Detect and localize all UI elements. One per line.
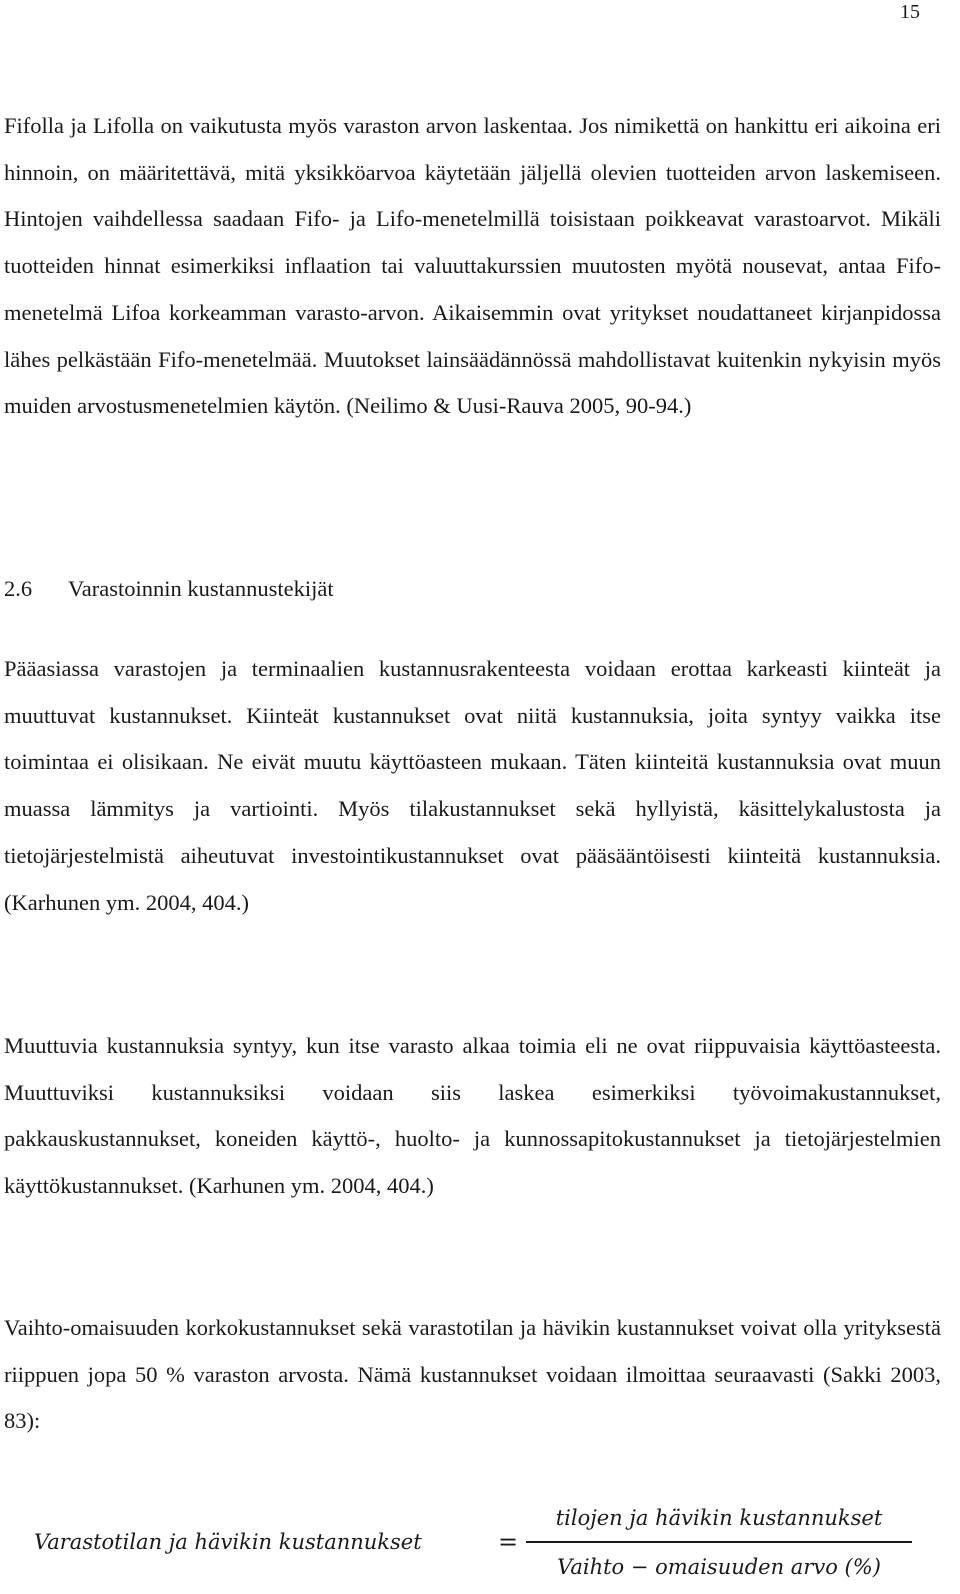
section-heading bbox=[4, 566, 334, 612]
cost-formula bbox=[4, 1498, 944, 1590]
page-number: 15 bbox=[900, 1, 920, 23]
formula-fraction bbox=[526, 1498, 912, 1587]
formula-denominator: Vaihto − omaisuuden arvo (%) bbox=[557, 1555, 881, 1579]
formula-lhs: Varastotilan ja hävikin kustannukset bbox=[34, 1530, 422, 1554]
paragraph-inventory-costs: Vaihto-omaisuuden korkokustannukset sekä varastotilan ja hävikin kustannukset voivat olla yrityksestä riippuen jopa 50 % varaston arvosta. Nämä kustannukset voidaan ilmoittaa seuraavasti (Sakki 2003, 83): bbox=[4, 1315, 941, 1434]
paragraph-variable-costs: Muuttuvia kustannuksia syntyy, kun itse varasto alkaa toimia eli ne ovat riippuvaisia käyttöasteesta. Muuttuviksi kustannuksiksi voidaan siis laskea esimerkiksi työvoimakustannukset, pakkauskustannukset, koneiden käyttö-, huolto- ja kunnossapitokustannukset ja tietojärjestelmien käyttökustannukset. (Karhunen ym. 2004, 404.) bbox=[4, 1033, 941, 1199]
formula-equals: = bbox=[498, 1528, 519, 1556]
fraction-bar bbox=[526, 1541, 912, 1543]
paragraph-fifo-lifo: Fifolla ja Lifolla on vaikutusta myös varaston arvon laskentaa. Jos nimikettä on hankittu eri aikoina eri hinnoin, on määritettävä, mitä yksikköarvoa käytetään jäljellä olevien tuotteiden arvon laskemiseen. Hintojen vaihdellessa saadaan Fifo- ja Lifo-menetelmillä toisistaan poikkeavat varastoarvot. Mikäli tuotteiden hinnat esimerkiksi inflaation tai valuuttakurssien muutosten myötä nousevat, antaa Fifo-menetelmä Lifoa korkeamman varasto-arvon. Aikaisemmin ovat yritykset noudattaneet kirjanpidossa lähes pelkästään Fifo-menetelmää. Muutokset lainsäädännössä mahdollistavat kuitenkin nykyisin myös muiden arvostusmenetelmien käytön. (Neilimo & Uusi-Rauva 2005, 90-94.) bbox=[4, 113, 941, 419]
formula-numerator: tilojen ja hävikin kustannukset bbox=[555, 1506, 883, 1530]
section-number: 2.6 bbox=[4, 576, 33, 601]
section-title: Varastoinnin kustannustekijät bbox=[68, 576, 334, 601]
paragraph-fixed-costs: Pääasiassa varastojen ja terminaalien kustannusrakenteesta voidaan erottaa karkeasti kiinteät ja muuttuvat kustannukset. Kiinteät kustannukset ovat niitä kustannuksia, joita syntyy vaikka itse toimintaa ei olisikaan. Ne eivät muutu käyttöasteen mukaan. Täten kiinteitä kustannuksia ovat muun muassa lämmitys ja vartiointi. Myös tilakustannukset sekä hyllyistä, käsittelykalustosta ja tietojärjestelmistä aiheutuvat investointikustannukset ovat pääsääntöisesti kiinteitä kustannuksia. (Karhunen ym. 2004, 404.) bbox=[4, 656, 941, 915]
